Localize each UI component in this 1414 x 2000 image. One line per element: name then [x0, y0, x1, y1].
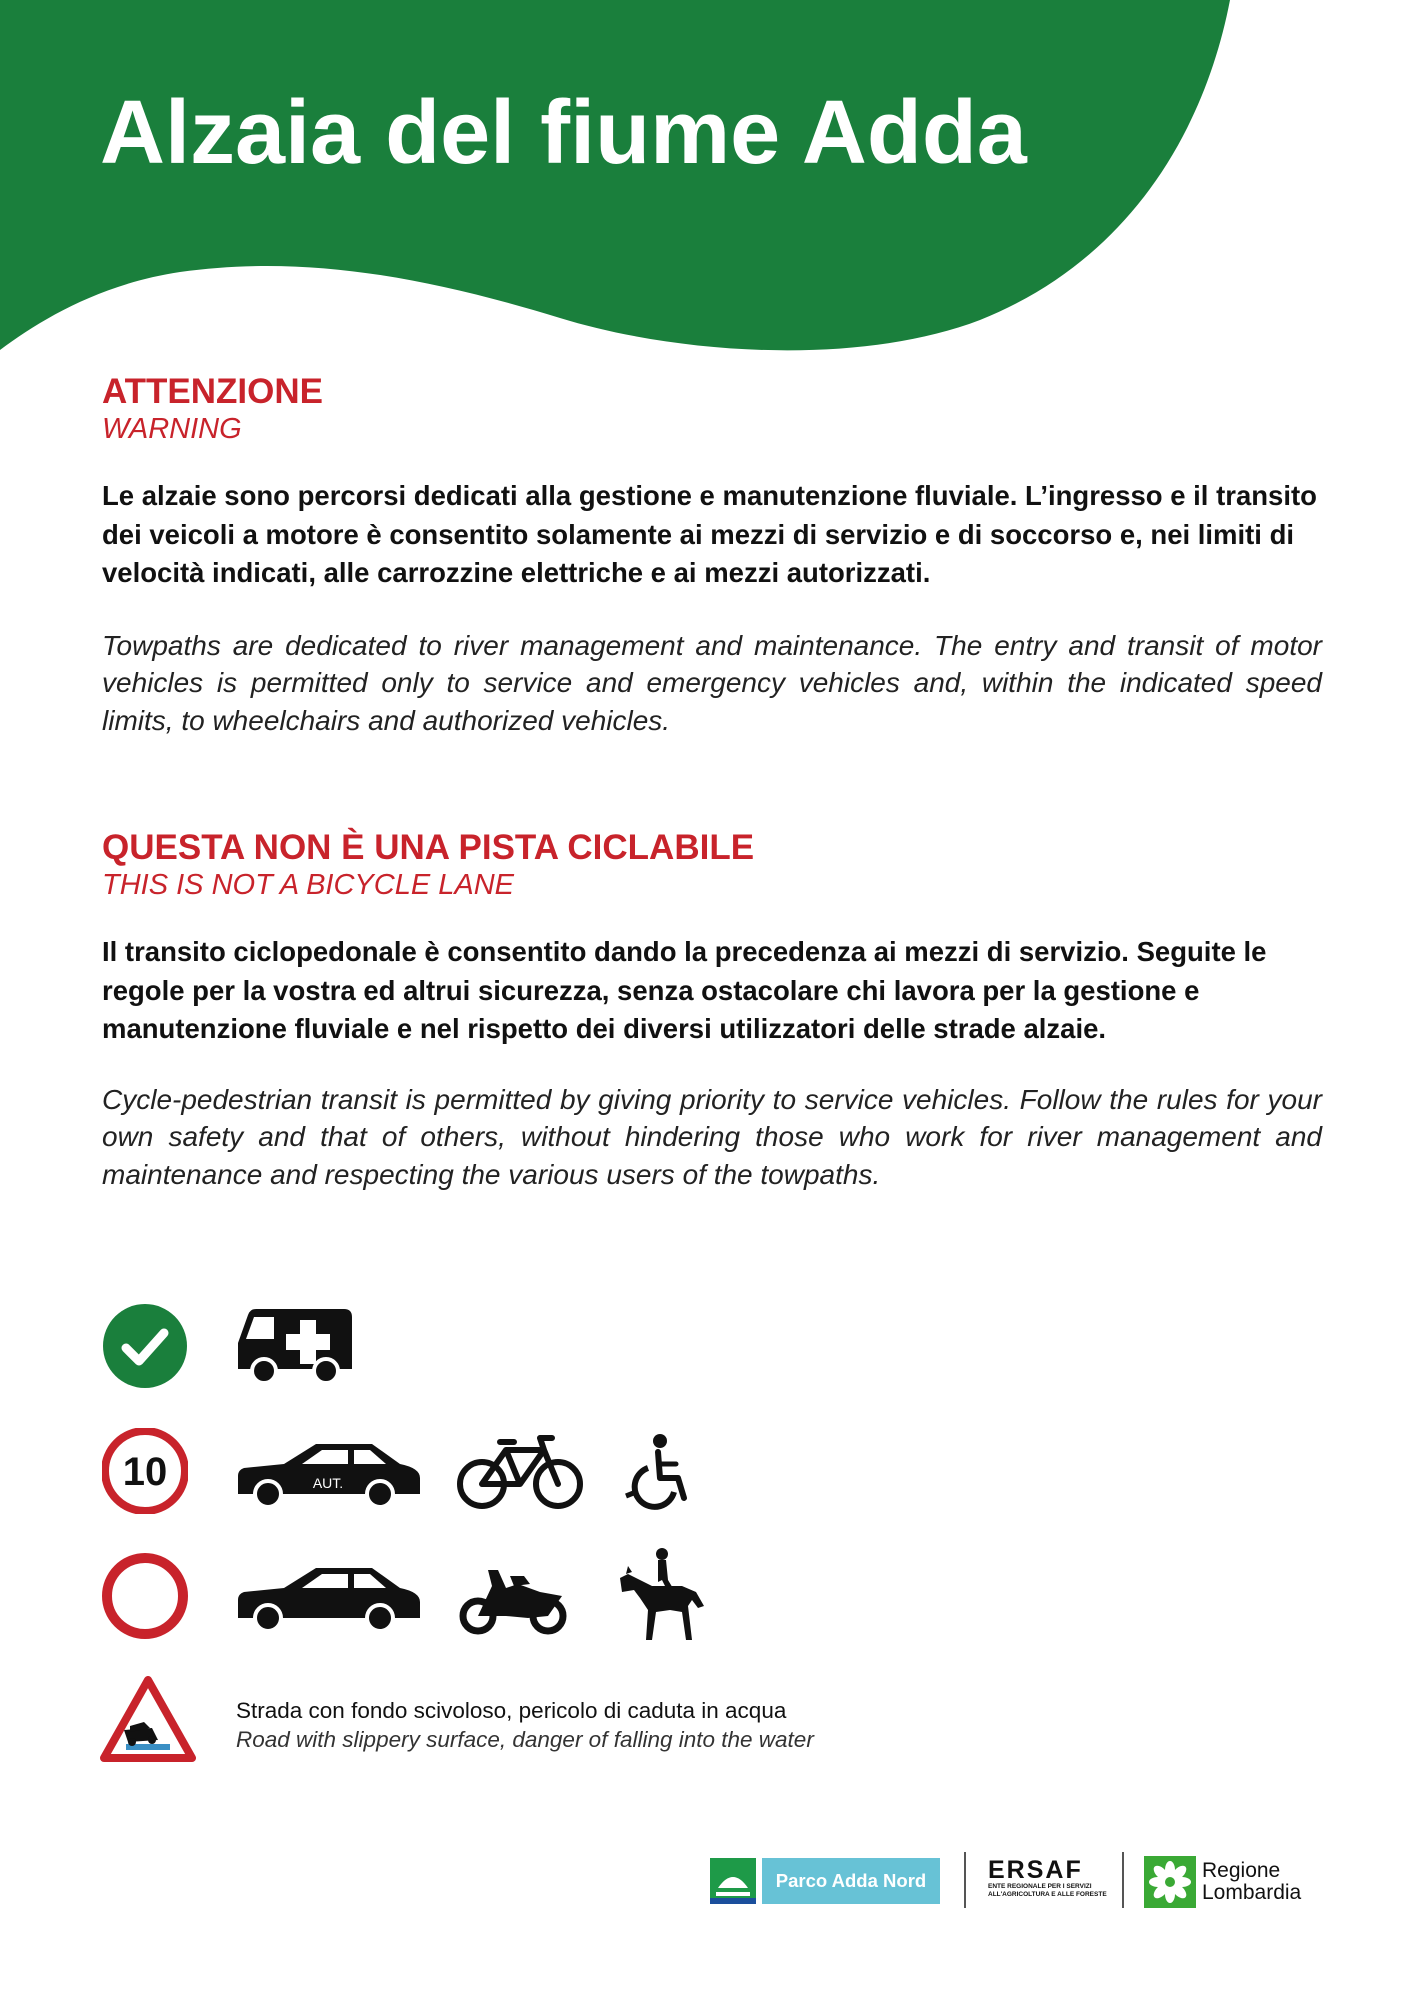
italian-paragraph: Le alzaie sono percorsi dedicati alla gestione e manutenzione fluviale. L’ingresso e il transito dei veicoli a motore è consentito solamente ai mezzi di servizio e di soccorso e, nei limiti di velocità indicati, alle carrozzine elettriche e ai mezzi autorizzati.	[102, 480, 1317, 589]
regione-name-line2: Lombardia	[1202, 1881, 1302, 1904]
ersaf-name: ERSAF	[988, 1856, 1083, 1884]
warning-note-italian: Strada con fondo scivoloso, pericolo di caduta in acqua	[236, 1698, 787, 1723]
slippery-road-warning-icon	[100, 1676, 196, 1762]
car-icon	[236, 1562, 422, 1636]
authorized-car-icon	[236, 1438, 422, 1512]
warning-note	[236, 1696, 814, 1755]
section-subtitle: THIS IS NOT A BICYCLE LANE	[102, 869, 515, 902]
car-label: AUT.	[312, 1475, 344, 1491]
regione-lombardia-logo	[1144, 1854, 1334, 1910]
horse-rider-icon	[612, 1546, 706, 1642]
italian-paragraph: Il transito ciclopedonale è consentito dando la precedenza ai mezzi di servizio. Seguite le regole per la vostra ed altrui sicurezza, senza ostacolare chi lavora per la gestione e manutenzione fluviale e nel rispetto dei diversi utilizzatori delle strade alzaie.	[102, 936, 1267, 1045]
english-paragraph: Towpaths are dedicated to river management and maintenance. The entry and transit of motor vehicles is permitted only to service and emergency vehicles and, within the indicated speed limits, to wheelchairs and authorized vehicles.	[102, 629, 1322, 736]
ersaf-subtitle: ALL'AGRICOLTURA E ALLE FORESTE	[988, 1890, 1107, 1898]
ersaf-logo	[988, 1858, 1108, 1908]
parco-name: Parco Adda Nord	[762, 1858, 940, 1904]
ambulance-icon	[234, 1305, 354, 1387]
section-title: QUESTA NON È UNA PISTA CICLABILE	[102, 828, 755, 867]
regione-rose-icon	[1144, 1856, 1196, 1908]
warning-note-english: Road with slippery surface, danger of falling into the water	[236, 1727, 814, 1753]
logo-divider	[1122, 1852, 1124, 1908]
parco-adda-nord-logo	[710, 1858, 940, 1904]
regione-name-line1: Regione	[1202, 1859, 1281, 1882]
section-subtitle: WARNING	[102, 413, 242, 446]
page-title: Alzaia del fiume Adda	[100, 83, 1027, 183]
bicycle-icon	[456, 1432, 586, 1512]
no-transit-icon	[102, 1553, 188, 1639]
english-paragraph: Cycle-pedestrian transit is permitted by giving priority to service vehicles. Follow the rules for your own safety and that of others, without hindering those who work for river management and maintenance and respecting the various users of the towpaths.	[102, 1083, 1322, 1190]
ersaf-subtitle: ENTE REGIONALE PER I SERVIZI	[988, 1883, 1092, 1890]
motorcycle-icon	[458, 1562, 568, 1638]
section-title: ATTENZIONE	[102, 372, 324, 411]
partner-logos	[710, 1852, 1330, 1912]
wheelchair-icon	[624, 1432, 690, 1514]
parco-mark-icon	[710, 1858, 756, 1904]
logo-divider	[964, 1852, 966, 1908]
section-not-bicycle-lane	[102, 828, 1322, 1193]
speed-limit-value: 10	[122, 1450, 168, 1494]
speed-limit-10-icon	[102, 1428, 188, 1514]
section-warning	[102, 372, 1322, 739]
checkmark-icon	[102, 1303, 188, 1389]
